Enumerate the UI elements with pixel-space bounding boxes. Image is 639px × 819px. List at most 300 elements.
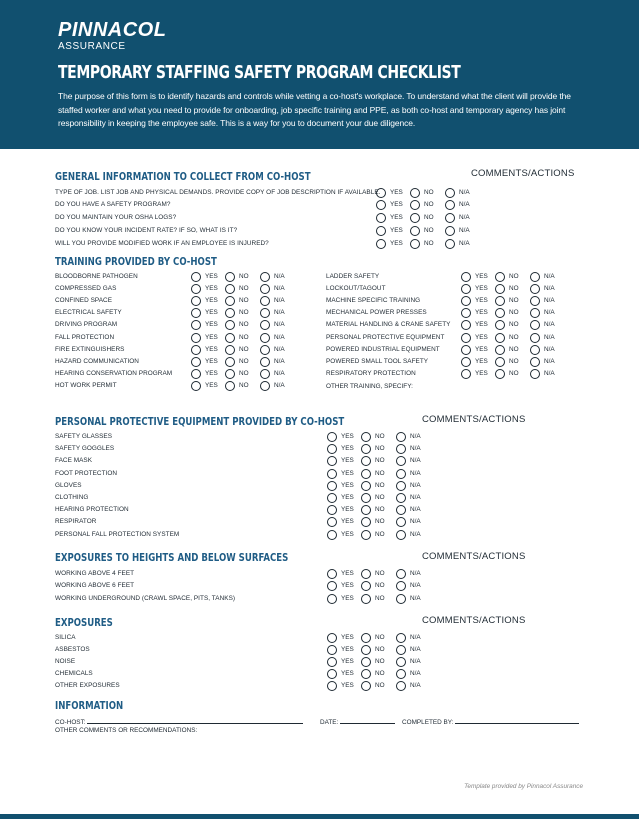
yes-radio-icon[interactable] [327,469,337,479]
na-radio-icon[interactable] [530,345,540,355]
no-radio-icon[interactable] [495,296,505,306]
na-radio-icon[interactable] [530,357,540,367]
general-question-4-no-option[interactable] [410,239,434,249]
training-right-7-label: POWERED SMALL TOOL SAFETY [326,357,429,365]
no-radio-icon[interactable] [225,381,235,391]
heights-item-2-yes-option[interactable] [327,594,354,604]
ppe-item-8-yes-option[interactable] [327,530,354,540]
training-right-3-row [0,307,639,319]
training-left-9-label: HOT WORK PERMIT [55,381,117,389]
yes-radio-icon[interactable] [461,272,471,282]
completed-by-label: COMPLETED BY: [402,719,454,726]
no-radio-icon[interactable] [361,469,371,479]
ppe-item-1-yes-option[interactable] [327,444,354,454]
training-right-4-no-option[interactable] [495,320,519,330]
no-radio-icon[interactable] [495,308,505,318]
na-radio-icon[interactable] [445,200,455,210]
exposure-item-1-label: ASBESTOS [55,646,90,654]
yes-option-label: YES [390,239,403,247]
yes-radio-icon[interactable] [376,226,386,236]
training-right-3-no-option[interactable] [495,308,519,318]
na-radio-icon[interactable] [530,320,540,330]
training-left-9-row [0,380,639,392]
na-radio-icon[interactable] [396,481,406,491]
ppe-item-4-label: GLOVES [55,481,82,489]
exposure-item-2-label: NOISE [55,658,76,666]
no-radio-icon[interactable] [410,188,420,198]
na-radio-icon[interactable] [445,213,455,223]
na-option-label: N/A [274,345,285,353]
ppe-heading: PERSONAL PROTECTIVE EQUIPMENT PROVIDED BY CO-HOST [55,415,345,428]
na-option-label: N/A [410,594,421,602]
exposure-item-3-label: CHEMICALS [55,670,93,678]
yes-radio-icon[interactable] [461,345,471,355]
completed-by-input-line[interactable] [455,716,579,724]
na-radio-icon[interactable] [445,226,455,236]
exposure-item-3-na-option[interactable] [396,669,421,679]
yes-option-label: YES [475,333,488,341]
ppe-item-5-no-option[interactable] [361,493,385,503]
ppe-item-7-yes-option[interactable] [327,517,354,527]
na-radio-icon[interactable] [260,381,270,391]
ppe-item-5-na-option[interactable] [396,493,421,503]
yes-option-label: YES [341,506,354,514]
ppe-item-4-row [0,480,639,492]
yes-option-label: YES [205,297,218,305]
no-option-label: NO [239,381,249,389]
yes-radio-icon[interactable] [327,681,337,691]
ppe-item-8-na-option[interactable] [396,530,421,540]
ppe-item-6-row [0,504,639,516]
na-option-label: N/A [459,239,470,247]
ppe-item-4-yes-option[interactable] [327,481,354,491]
no-radio-icon[interactable] [361,493,371,503]
general-question-0-na-option[interactable] [445,188,470,198]
training-right-6-no-option[interactable] [495,345,519,355]
no-radio-icon[interactable] [361,505,371,515]
yes-option-label: YES [341,682,354,690]
training-left-5-label: FALL PROTECTION [55,333,115,341]
ppe-item-3-row [0,468,639,480]
training-right-7-no-option[interactable] [495,357,519,367]
general-question-4-na-option[interactable] [445,239,470,249]
no-radio-icon[interactable] [361,517,371,527]
yes-radio-icon[interactable] [461,369,471,379]
exposure-item-0-yes-option[interactable] [327,633,354,643]
training-right-6-yes-option[interactable] [461,345,488,355]
no-option-label: NO [375,634,385,641]
training-left-2-label: CONFINED SPACE [55,297,113,305]
general-question-3-row [0,225,639,237]
yes-option-label: YES [341,594,354,602]
na-radio-icon[interactable] [396,469,406,479]
yes-option-label: YES [341,494,354,501]
training-right-8-na-option[interactable] [530,369,555,379]
no-radio-icon[interactable] [410,200,420,210]
exposure-item-1-row [0,644,639,656]
general-question-0-yes-option[interactable] [376,188,403,198]
yes-option-label: YES [341,646,354,654]
ppe-item-2-no-option[interactable] [361,456,385,466]
general-question-1-no-option[interactable] [410,200,434,210]
exposure-item-3-yes-option[interactable] [327,669,354,679]
no-radio-icon[interactable] [361,530,371,540]
heights-item-0-label: WORKING ABOVE 4 FEET [55,570,135,577]
no-option-label: NO [424,226,434,234]
no-radio-icon[interactable] [361,456,371,466]
exposure-item-1-na-option[interactable] [396,645,421,655]
ppe-comments-label: COMMENTS/ACTIONS [422,414,526,425]
training-right-3-yes-option[interactable] [461,308,488,318]
general-question-0-no-option[interactable] [410,188,434,198]
na-radio-icon[interactable] [396,444,406,454]
no-radio-icon[interactable] [361,481,371,491]
no-radio-icon[interactable] [361,681,371,691]
na-option-label: N/A [274,273,285,280]
na-option-label: N/A [274,321,285,329]
ppe-item-7-row [0,516,639,528]
no-radio-icon[interactable] [495,272,505,282]
yes-option-label: YES [341,634,354,641]
yes-radio-icon[interactable] [376,213,386,223]
no-radio-icon[interactable] [361,633,371,643]
no-radio-icon[interactable] [361,444,371,454]
na-option-label: N/A [410,433,421,440]
training-right-7-row [0,356,639,368]
training-right-2-na-option[interactable] [530,296,555,306]
ppe-item-3-yes-option[interactable] [327,469,354,479]
no-radio-icon[interactable] [361,594,371,604]
yes-radio-icon[interactable] [376,200,386,210]
training-right-2-row [0,295,639,307]
general-question-1-yes-option[interactable] [376,200,403,210]
training-right-8-no-option[interactable] [495,369,519,379]
na-option-label: N/A [544,333,555,341]
no-option-label: NO [239,285,249,293]
no-radio-icon[interactable] [495,369,505,379]
ppe-item-0-row [0,431,639,443]
exposure-item-1-yes-option[interactable] [327,645,354,655]
yes-option-label: YES [475,273,488,280]
general-question-2-no-option[interactable] [410,213,434,223]
ppe-item-5-row [0,492,639,504]
na-radio-icon[interactable] [396,530,406,540]
cohost-input-line[interactable] [87,716,303,724]
training-right-5-yes-option[interactable] [461,333,488,343]
yes-radio-icon[interactable] [461,296,471,306]
na-radio-icon[interactable] [530,308,540,318]
ppe-item-1-no-option[interactable] [361,444,385,454]
heights-item-1-yes-option[interactable] [327,581,354,591]
heights-heading: EXPOSURES TO HEIGHTS AND BELOW SURFACES [55,551,289,564]
no-option-label: NO [375,670,385,678]
heights-item-2-na-option[interactable] [396,594,421,604]
yes-radio-icon[interactable] [327,432,337,442]
yes-radio-icon[interactable] [327,444,337,454]
yes-radio-icon[interactable] [327,569,337,579]
na-radio-icon[interactable] [396,517,406,527]
na-option-label: N/A [410,481,421,489]
na-radio-icon[interactable] [396,569,406,579]
yes-radio-icon[interactable] [327,669,337,679]
training-right-4-na-option[interactable] [530,320,555,330]
ppe-item-1-na-option[interactable] [396,444,421,454]
no-option-label: NO [239,369,249,377]
yes-option-label: YES [341,570,354,577]
heights-item-1-na-option[interactable] [396,581,421,591]
ppe-item-4-na-option[interactable] [396,481,421,491]
ppe-item-6-na-option[interactable] [396,505,421,515]
training-right-1-label: LOCKOUT/TAGOUT [326,285,386,293]
exposure-item-2-row [0,656,639,668]
na-option-label: N/A [410,658,421,666]
training-right-5-na-option[interactable] [530,333,555,343]
exposure-item-2-na-option[interactable] [396,657,421,667]
na-option-label: N/A [544,273,555,280]
yes-option-label: YES [475,309,488,317]
yes-radio-icon[interactable] [327,517,337,527]
no-option-label: NO [509,345,519,353]
yes-radio-icon[interactable] [327,456,337,466]
yes-radio-icon[interactable] [461,308,471,318]
yes-option-label: YES [205,273,218,280]
no-option-label: NO [509,309,519,317]
na-radio-icon[interactable] [530,296,540,306]
heights-item-0-na-option[interactable] [396,569,421,579]
training-right-7-na-option[interactable] [530,357,555,367]
ppe-item-0-na-option[interactable] [396,432,421,442]
yes-option-label: YES [341,530,354,538]
yes-radio-icon[interactable] [327,657,337,667]
na-option-label: N/A [410,506,421,514]
na-radio-icon[interactable] [530,333,540,343]
ppe-item-8-row [0,529,639,541]
yes-radio-icon[interactable] [461,284,471,294]
no-radio-icon[interactable] [495,345,505,355]
yes-radio-icon[interactable] [327,581,337,591]
na-radio-icon[interactable] [530,284,540,294]
training-left-9-na-option[interactable] [260,381,285,391]
exposure-item-0-na-option[interactable] [396,633,421,643]
yes-radio-icon[interactable] [461,333,471,343]
ppe-item-7-na-option[interactable] [396,517,421,527]
training-right-1-na-option[interactable] [530,284,555,294]
na-radio-icon[interactable] [396,645,406,655]
exposure-item-1-no-option[interactable] [361,645,385,655]
heights-item-0-yes-option[interactable] [327,569,354,579]
ppe-item-3-na-option[interactable] [396,469,421,479]
training-right-0-yes-option[interactable] [461,272,488,282]
na-option-label: N/A [410,494,421,501]
training-right-8-row [0,368,639,380]
ppe-item-0-label: SAFETY GLASSES [55,433,113,440]
training-left-9-no-option[interactable] [225,381,249,391]
na-option-label: N/A [544,369,555,377]
na-radio-icon[interactable] [396,505,406,515]
ppe-item-5-label: CLOTHING [55,494,89,501]
na-option-label: N/A [459,188,470,196]
no-option-label: NO [375,457,385,465]
ppe-item-5-yes-option[interactable] [327,493,354,503]
exposure-item-3-no-option[interactable] [361,669,385,679]
footer-note: Template provided by Pinnacol Assurance [464,783,583,790]
general-question-3-no-option[interactable] [410,226,434,236]
general-question-4-label: WILL YOU PROVIDE MODIFIED WORK IF AN EMPLOYEE IS INJURED? [55,239,269,247]
na-option-label: N/A [544,297,555,305]
training-right-3-na-option[interactable] [530,308,555,318]
training-left-0-label: BLOODBORNE PATHOGEN [55,273,138,280]
na-radio-icon[interactable] [445,188,455,198]
na-option-label: N/A [274,333,285,341]
no-option-label: NO [509,285,519,293]
no-radio-icon[interactable] [361,669,371,679]
na-radio-icon[interactable] [530,369,540,379]
ppe-item-0-no-option[interactable] [361,432,385,442]
training-left-3-label: ELECTRICAL SAFETY [55,309,122,317]
ppe-item-8-no-option[interactable] [361,530,385,540]
general-question-1-na-option[interactable] [445,200,470,210]
na-radio-icon[interactable] [396,456,406,466]
yes-radio-icon[interactable] [327,594,337,604]
exposure-item-0-label: SILICA [55,634,76,641]
no-radio-icon[interactable] [410,239,420,249]
ppe-item-3-no-option[interactable] [361,469,385,479]
na-radio-icon[interactable] [396,432,406,442]
na-radio-icon[interactable] [396,493,406,503]
yes-radio-icon[interactable] [191,381,201,391]
training-left-9-yes-option[interactable] [191,381,218,391]
general-question-3-na-option[interactable] [445,226,470,236]
general-info-heading: GENERAL INFORMATION TO COLLECT FROM CO-HOST [55,170,311,183]
exposure-item-4-no-option[interactable] [361,681,385,691]
training-right-4-yes-option[interactable] [461,320,488,330]
date-input-line[interactable] [340,716,395,724]
ppe-item-7-no-option[interactable] [361,517,385,527]
na-radio-icon[interactable] [396,681,406,691]
no-radio-icon[interactable] [361,569,371,579]
yes-radio-icon[interactable] [327,481,337,491]
na-radio-icon[interactable] [396,669,406,679]
general-question-3-label: DO YOU KNOW YOUR INCIDENT RATE? IF SO, WHAT IS IT? [55,226,238,234]
na-radio-icon[interactable] [396,594,406,604]
na-radio-icon[interactable] [396,657,406,667]
no-radio-icon[interactable] [361,432,371,442]
exposure-item-2-yes-option[interactable] [327,657,354,667]
general-question-1-row [0,199,639,211]
no-radio-icon[interactable] [495,357,505,367]
yes-option-label: YES [341,469,354,477]
no-option-label: NO [509,369,519,377]
general-question-2-yes-option[interactable] [376,213,403,223]
yes-radio-icon[interactable] [327,633,337,643]
general-question-0-label: TYPE OF JOB. LIST JOB AND PHYSICAL DEMANDS. PROVIDE COPY OF JOB DESCRIPTION IF AVAILABLE. [55,188,381,196]
no-radio-icon[interactable] [361,645,371,655]
na-radio-icon[interactable] [396,581,406,591]
information-heading: INFORMATION [55,699,124,712]
ppe-item-2-yes-option[interactable] [327,456,354,466]
ppe-item-6-no-option[interactable] [361,505,385,515]
training-right-6-na-option[interactable] [530,345,555,355]
no-radio-icon[interactable] [361,657,371,667]
exposure-item-4-yes-option[interactable] [327,681,354,691]
training-right-1-no-option[interactable] [495,284,519,294]
general-question-4-yes-option[interactable] [376,239,403,249]
training-right-7-yes-option[interactable] [461,357,488,367]
no-radio-icon[interactable] [361,581,371,591]
no-option-label: NO [509,273,519,280]
yes-radio-icon[interactable] [327,645,337,655]
na-radio-icon[interactable] [530,272,540,282]
training-right-6-row [0,344,639,356]
ppe-item-4-no-option[interactable] [361,481,385,491]
yes-radio-icon[interactable] [327,505,337,515]
training-right-2-yes-option[interactable] [461,296,488,306]
na-radio-icon[interactable] [445,239,455,249]
no-radio-icon[interactable] [410,226,420,236]
no-option-label: NO [239,309,249,317]
exposures-comments-label: COMMENTS/ACTIONS [422,615,526,626]
ppe-item-0-yes-option[interactable] [327,432,354,442]
training-right-1-row [0,283,639,295]
general-question-2-label: DO YOU MAINTAIN YOUR OSHA LOGS? [55,214,177,222]
general-question-2-na-option[interactable] [445,213,470,223]
heights-item-1-row [0,580,639,592]
na-radio-icon[interactable] [396,633,406,643]
yes-radio-icon[interactable] [327,493,337,503]
na-option-label: N/A [459,214,470,222]
heights-item-2-label: WORKING UNDERGROUND (CRAWL SPACE, PITS, TANKS) [55,594,236,602]
na-option-label: N/A [410,530,421,538]
training-right-4-label: MATERIAL HANDLING & CRANE SAFETY [326,321,451,329]
heights-item-0-no-option[interactable] [361,569,385,579]
training-right-5-no-option[interactable] [495,333,519,343]
yes-option-label: YES [341,582,354,590]
yes-radio-icon[interactable] [327,530,337,540]
no-radio-icon[interactable] [495,284,505,294]
training-right-0-na-option[interactable] [530,272,555,282]
na-option-label: N/A [410,457,421,465]
yes-option-label: YES [205,345,218,353]
exposure-item-0-no-option[interactable] [361,633,385,643]
exposure-item-2-no-option[interactable] [361,657,385,667]
heights-item-2-no-option[interactable] [361,594,385,604]
exposure-item-4-na-option[interactable] [396,681,421,691]
no-radio-icon[interactable] [495,333,505,343]
heights-item-1-no-option[interactable] [361,581,385,591]
training-right-0-no-option[interactable] [495,272,519,282]
no-option-label: NO [375,445,385,453]
no-option-label: NO [375,518,385,526]
ppe-item-2-na-option[interactable] [396,456,421,466]
general-question-3-yes-option[interactable] [376,226,403,236]
yes-option-label: YES [341,445,354,453]
yes-radio-icon[interactable] [461,320,471,330]
no-radio-icon[interactable] [495,320,505,330]
ppe-item-6-yes-option[interactable] [327,505,354,515]
other-comments-label: OTHER COMMENTS OR RECOMMENDATIONS: [55,727,198,734]
yes-option-label: YES [205,333,218,341]
training-right-1-yes-option[interactable] [461,284,488,294]
yes-radio-icon[interactable] [376,239,386,249]
yes-radio-icon[interactable] [376,188,386,198]
training-right-2-no-option[interactable] [495,296,519,306]
no-option-label: NO [375,594,385,602]
no-radio-icon[interactable] [410,213,420,223]
yes-radio-icon[interactable] [461,357,471,367]
training-right-8-yes-option[interactable] [461,369,488,379]
no-option-label: NO [424,214,434,222]
training-right-0-label: LADDER SAFETY [326,273,380,280]
